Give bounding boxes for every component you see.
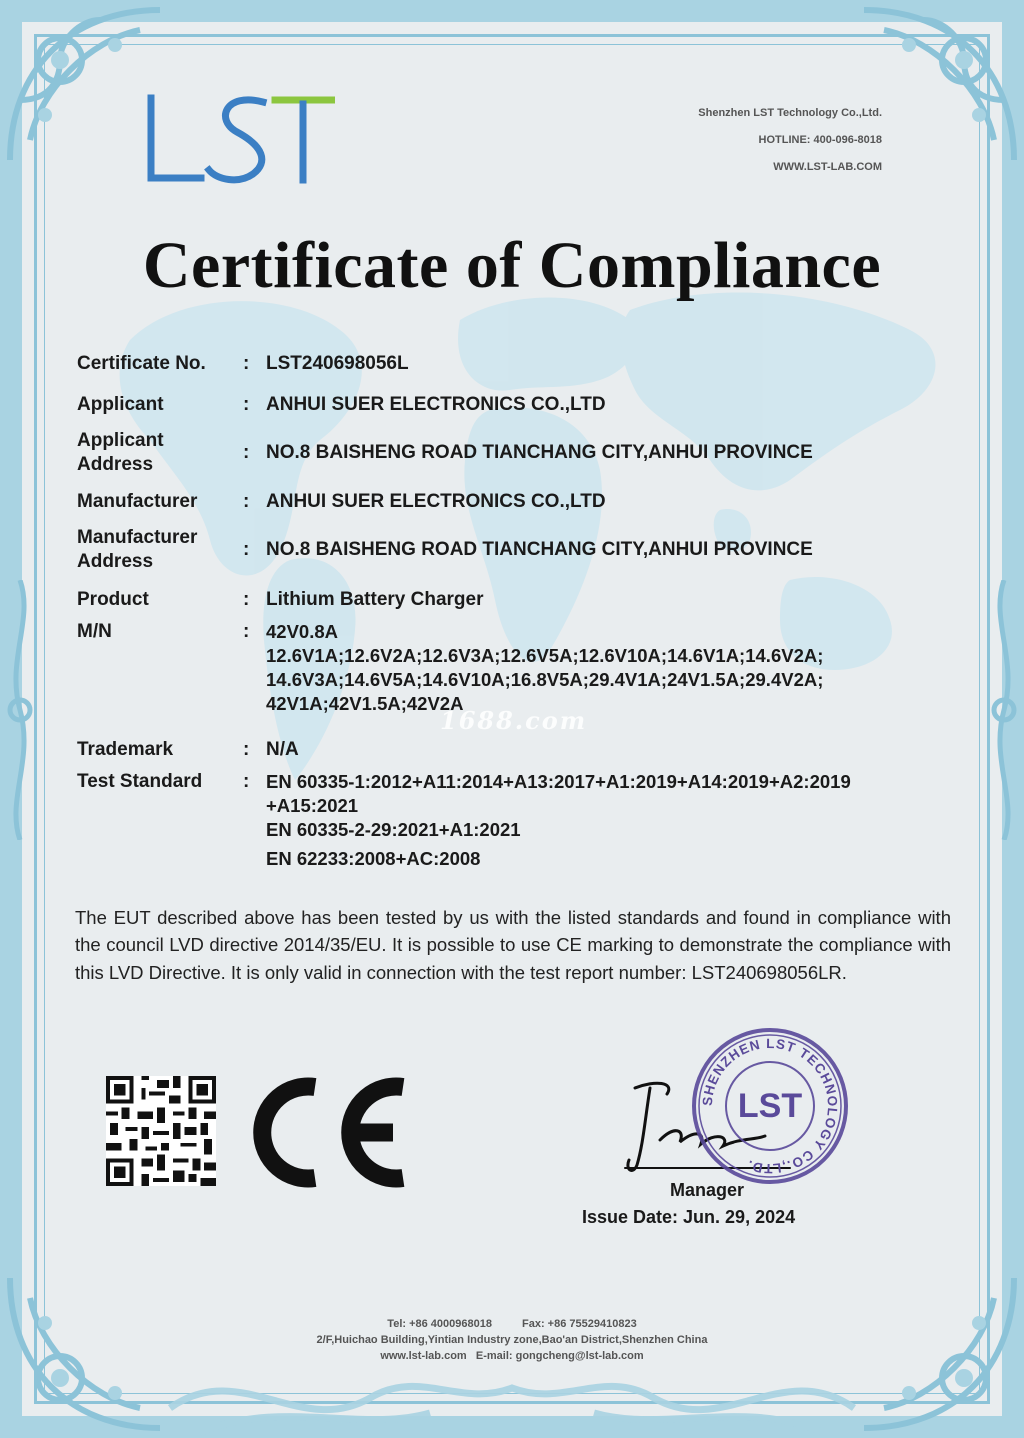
field-colon: : — [243, 539, 250, 560]
lst-logo-icon — [145, 92, 335, 187]
field-label: Trademark — [77, 739, 174, 760]
footer-fax: Fax: +86 75529410823 — [522, 1318, 637, 1330]
field-label: M/N — [77, 621, 112, 642]
compliance-statement: The EUT described above has been tested by us with the listed standards and found in compliance with the council LVD directive 2014/35/EU. It is possible to use CE marking to demonstrate the compliance with this LVD Directive. It is only valid in connection with the test report number: LST240698056LR. — [75, 907, 951, 983]
field-value: NO.8 BAISHENG ROAD TIANCHANG CITY,ANHUI PROVINCE — [266, 539, 813, 560]
field-label: Manufacturer — [77, 491, 198, 512]
company-info — [698, 100, 882, 181]
field-colon: : — [243, 739, 250, 760]
field-label: Product — [77, 589, 149, 610]
qr-code-icon — [105, 1076, 217, 1186]
footer-web: www.lst-lab.com — [380, 1350, 467, 1362]
field-value: 42V0.8A 12.6V1A;12.6V2A;12.6V3A;12.6V5A;12.6V10A;14.6V1A;14.6V2A; 14.6V3A;14.6V5A;14.6V10A;16.8V5A;29.4V1A;24V1.5A;29.4V2A; 42V1A;42V1.5A;42V2A — [266, 621, 824, 714]
field-colon: : — [243, 394, 250, 415]
field-colon: : — [243, 589, 250, 610]
field-colon: : — [243, 353, 250, 374]
field-label: Test Standard — [77, 771, 203, 792]
footer-tel: Tel: +86 4000968018 — [387, 1318, 492, 1330]
company-hotline: HOTLINE: 400-096-8018 — [758, 134, 882, 146]
field-label: Certificate No. — [77, 353, 206, 374]
field-value: N/A — [266, 739, 299, 760]
seal-ring-text: SHENZHEN LST TECHNOLOGY CO.,LTD. — [699, 1035, 841, 1177]
field-value: Lithium Battery Charger — [266, 589, 484, 610]
ce-mark-icon — [243, 1075, 413, 1190]
field-value: LST240698056L — [266, 353, 409, 374]
side-ornament-icon — [4, 580, 36, 840]
field-colon: : — [243, 491, 250, 512]
field-label: Manufacturer Address — [77, 527, 198, 572]
issue-date: Issue Date: Jun. 29, 2024 — [582, 1207, 796, 1227]
field-colon: : — [243, 621, 250, 642]
field-value: EN 60335-1:2012+A11:2014+A13:2017+A1:2019+A14:2019+A2:2019 +A15:2021 EN 60335-2-29:2021+A1:2021 EN 62233:2008+AC:2008 — [266, 771, 851, 869]
footer-address: 2/F,Huichao Building,Yintian Industry zone,Bao'an District,Shenzhen China — [316, 1334, 708, 1346]
company-name: Shenzhen LST Technology Co.,Ltd. — [698, 107, 882, 119]
field-value: ANHUI SUER ELECTRONICS CO.,LTD — [266, 394, 606, 415]
certificate-title: Certificate of Compliance — [142, 229, 882, 302]
seal-center-text: LST — [737, 1087, 803, 1125]
watermark-text: 1688.com — [440, 706, 588, 735]
footer-contact — [0, 1316, 1024, 1364]
company-website: WWW.LST-LAB.COM — [773, 161, 882, 173]
field-colon: : — [243, 442, 250, 463]
footer-email: E-mail: gongcheng@lst-lab.com — [475, 1350, 644, 1362]
side-ornament-icon — [988, 580, 1020, 840]
field-value: NO.8 BAISHENG ROAD TIANCHANG CITY,ANHUI PROVINCE — [266, 442, 813, 463]
company-seal-icon — [690, 1026, 850, 1186]
signatory-title: Manager — [670, 1180, 745, 1200]
field-label: Applicant Address — [77, 430, 164, 475]
field-value: ANHUI SUER ELECTRONICS CO.,LTD — [266, 491, 606, 512]
field-label: Applicant — [77, 394, 164, 415]
field-colon: : — [243, 771, 250, 792]
